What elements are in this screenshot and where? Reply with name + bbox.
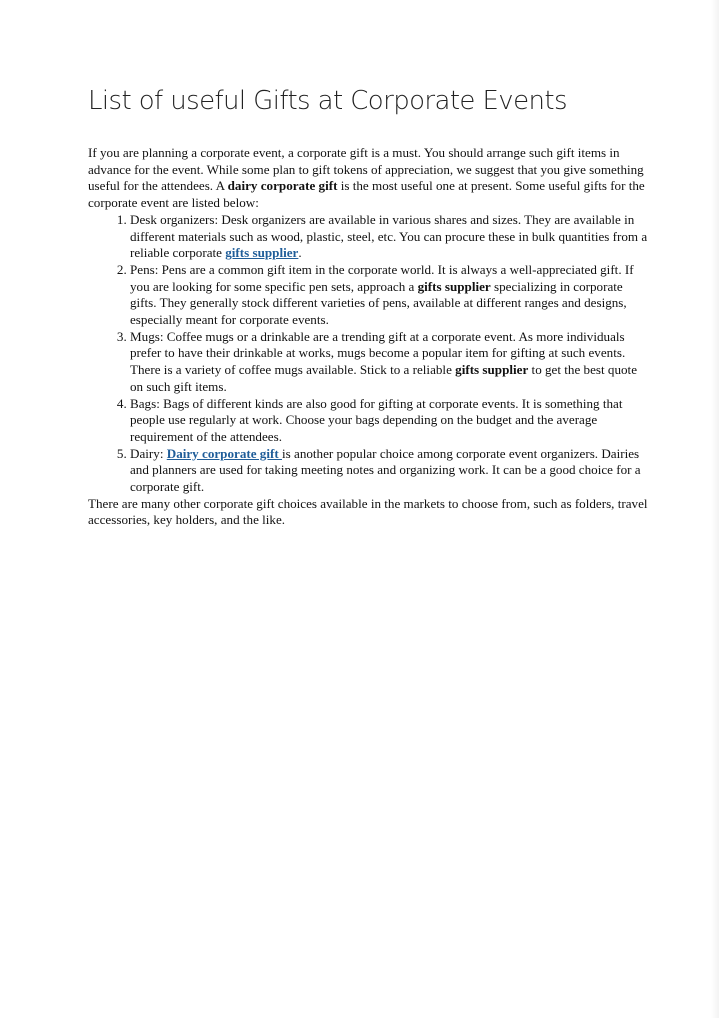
list-item-text-after: . [298, 245, 302, 261]
list-item-text: Desk organizers: Desk organizers are available in various shares and sizes. They are available in different materials such as wood, plastic, steel, etc. You can procure these in bulk quantities from a reliable corporate [130, 211, 648, 261]
page-edge [711, 0, 719, 1018]
list-item-text-after: is another popular choice among corporate event organizers. Dairies and planners are used for taking meeting notes and organizing work. It can be a good choice for a corporate gift. [130, 445, 641, 495]
list-item-text: Dairy: [130, 445, 167, 461]
intro-text-1: If you are planning a corporate event, a corporate gift is a must. You should arrange such gift items in advance for the event. While some plan to gift tokens of appreciation, we suggest that you give something useful for the attendees. A [88, 145, 644, 194]
list-item-mugs [130, 329, 648, 396]
list-item-pens [130, 262, 648, 329]
list-item-text: Mugs: Coffee mugs or a drinkable are a trending gift at a corporate event. As more individuals prefer to have their drinkable at works, mugs become a popular item for gifting at such events. There is a variety of coffee mugs available. Stick to a reliable [130, 328, 626, 378]
intro-text-2: is the most useful one at present. Some useful gifts for the corporate event are listed below: [88, 178, 645, 211]
list-item-text: Bags: Bags of different kinds are also good for gifting at corporate events. It is something that people use regularly at work. Choose your bags depending on the budget and the average requirement of the attendees. [130, 395, 623, 444]
gifts-supplier-link[interactable]: gifts supplier [225, 245, 299, 261]
gift-list [88, 212, 648, 496]
intro-bold: dairy corporate gift [227, 178, 338, 194]
document-title: List of useful Gifts at Corporate Events [88, 86, 567, 116]
intro-paragraph [88, 145, 648, 212]
document-body [88, 145, 648, 529]
list-item-text-after: to get the best quote on such gift items. [130, 362, 638, 394]
closing-paragraph: There are many other corporate gift choices available in the markets to choose from, such as folders, travel accessories, key holders, and the like. [88, 495, 648, 528]
list-item-text-after: specializing in corporate gifts. They generally stock different varieties of pens, available at different ranges and designs, especially meant for corporate events. [130, 278, 627, 328]
list-item-bags [130, 396, 648, 446]
list-item-desk-organizers [130, 212, 648, 262]
dairy-corporate-gift-link[interactable]: Dairy corporate gift [166, 445, 282, 461]
list-item-bold: gifts supplier [417, 278, 491, 294]
list-item-text: Pens: Pens are a common gift item in the corporate world. It is always a well-appreciated gift. If you are looking for some specific pen sets, approach a [130, 261, 634, 294]
list-item-dairy [130, 446, 648, 496]
list-item-bold: gifts supplier [455, 362, 529, 378]
